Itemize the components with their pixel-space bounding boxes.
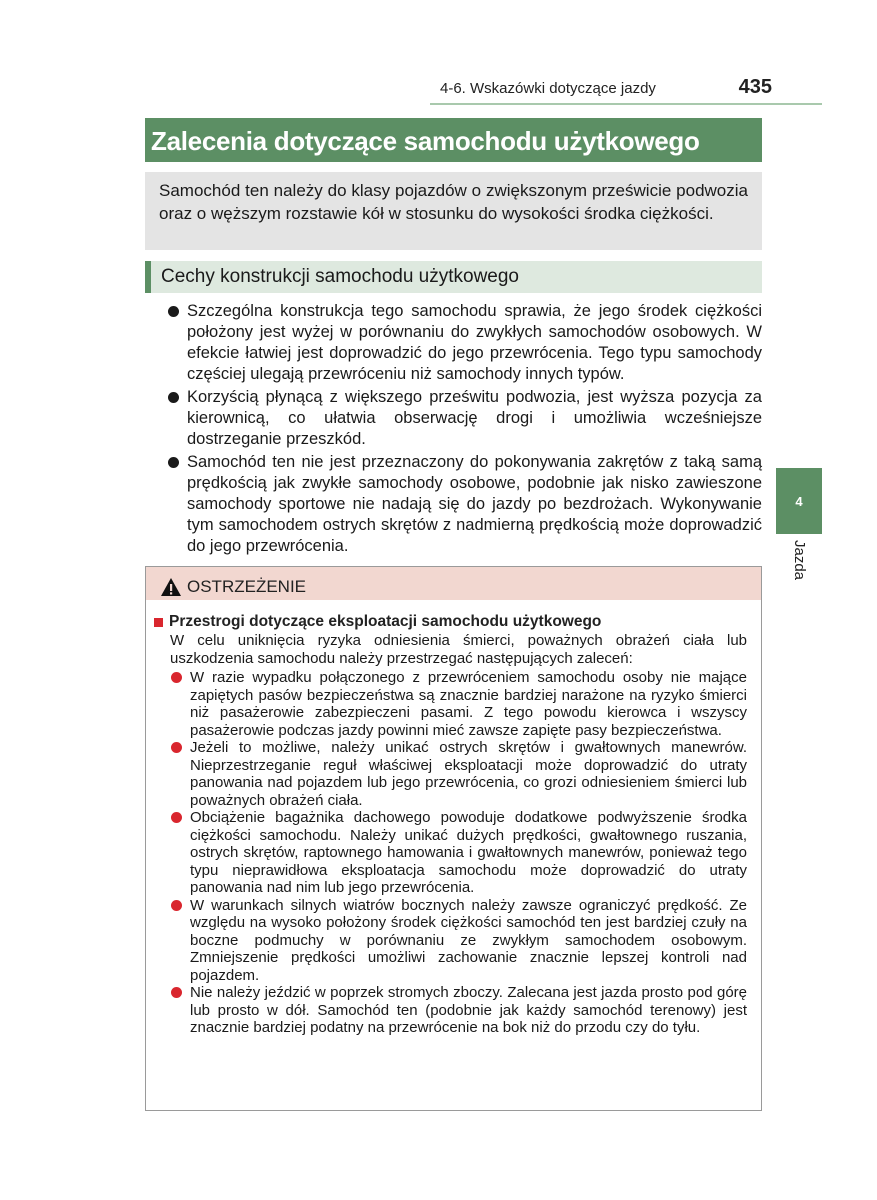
warning-item-text: Obciążenie bagażnika dachowego powoduje dodatkowe podwyższenie środka ciężkości samochodu. Należy unikać dużych prędkości, gwałtownego ruszania, ostrych skrętów, raptownego hamowania i gwałtownych manewrów, ponieważ tego typu nieprawidłowa eksploatacja samochodu może doprowadzić do utraty panowania nad nim lub jego przewrócenia. [190, 809, 747, 896]
warning-header [146, 567, 761, 600]
red-bullet-icon [171, 900, 182, 911]
bullet-dot [168, 392, 179, 403]
warning-item [154, 809, 747, 897]
warning-item [154, 669, 747, 739]
warning-triangle-icon [160, 577, 182, 597]
warning-item-text: W warunkach silnych wiatrów bocznych należy zawsze ograniczyć prędkość. Ze względu na wysoko położony środek ciężkości samochód ten jest bardziej czuły na boczne podmuchy w porównaniu ze zwykłym samochodem osobowym. Zmniejszenie prędkości umożliwi zachowanie znacznie lepszej kontroli nad pojazdem. [190, 896, 747, 984]
warning-title [154, 613, 747, 631]
feature-list [166, 301, 762, 559]
warning-item [154, 897, 747, 985]
warning-title-text: Przestrogi dotyczące eksploatacji samochodu użytkowego [169, 613, 602, 630]
chapter-tab-label: Jazda [791, 540, 808, 581]
red-bullet-icon [171, 987, 182, 998]
feature-text: Samochód ten nie jest przeznaczony do pokonywania zakrętów z taką samą prędkością jak zwykłe samochody osobowe, podobnie jak nisko zawieszone samochody sportowe nie nadają się do jazdy po bezdrożach. Wykonywanie tym samochodem ostrych skrętów z nadmierną prędkością może doprowadzić do jego przewrócenia. [187, 453, 762, 555]
warning-item-text: W razie wypadku połączonego z przewróceniem samochodu osoby nie mające zapiętych pasów bezpieczeństwa są znacznie bardziej narażone na ryzyko śmierci niż pasażerowie zabezpieczeni pasami. Z tego powodu kierowca i wszyscy pasażerowie podczas jazdy powinni mieć zawsze zapięte pasy bezpieczeństwa. [190, 669, 747, 739]
section-title: 4-6. Wskazówki dotyczące jazdy [440, 80, 656, 97]
feature-text: Korzyścią płynącą z większego prześwitu podwozia, jest wyższa pozycja za kierownicą, co ułatwia obserwację drogi i umożliwia wcześniejsze dostrzeganie przeszkód. [187, 388, 762, 448]
warning-item-text: Nie należy jeździć w poprzek stromych zboczy. Zalecana jest jazda prosto pod górę lub prosto w dół. Samochód ten (podobnie jak każdy samochód terenowy) jest znacznie bardziej podatny na przewrócenie na bok niż do przodu czy do tyłu. [190, 984, 747, 1036]
bullet-dot [168, 306, 179, 317]
header-divider [430, 103, 822, 105]
intro-box: Samochód ten należy do klasy pojazdów o zwiększonym prześwicie podwozia oraz o węższym rozstawie kół w stosunku do wysokości środka ciężkości. [145, 172, 762, 250]
warning-box [145, 566, 762, 1111]
warning-list [154, 669, 747, 1037]
warning-body [146, 600, 761, 1037]
feature-item [166, 452, 762, 557]
feature-item [166, 301, 762, 385]
feature-item [166, 387, 762, 450]
page-title: Zalecenia dotyczące samochodu użytkowego [145, 118, 762, 162]
running-header [440, 76, 772, 100]
page-number: 435 [738, 76, 772, 98]
warning-intro: W celu uniknięcia ryzyka odniesienia śmierci, poważnych obrażeń ciała lub uszkodzenia samochodu należy przestrzegać następujących zaleceń: [170, 632, 747, 667]
red-bullet-icon [171, 742, 182, 753]
bullet-dot [168, 457, 179, 468]
red-bullet-icon [171, 672, 182, 683]
subheading: Cechy konstrukcji samochodu użytkowego [145, 261, 762, 293]
red-bullet-icon [171, 812, 182, 823]
warning-item [154, 739, 747, 809]
warning-item-text: Jeżeli to możliwe, należy unikać ostrych skrętów i gwałtownych manewrów. Nieprzestrzeganie reguł właściwej eksploatacji może doprowadzić do utraty panowania nad pojazdem lub jego przewrócenia, co grozi odniesieniem śmierci lub poważnych obrażeń ciała. [190, 739, 747, 809]
feature-text: Szczególna konstrukcja tego samochodu sprawia, że jego środek ciężkości położony jest wyżej w porównaniu do zwykłych samochodów osobowych. W efekcie łatwiej jest doprowadzić do jego przewrócenia. Tego typu samochody częściej ulegają przewróceniu niż samochody innych typów. [187, 302, 762, 383]
warning-item [154, 984, 747, 1037]
warning-label: OSTRZEŻENIE [187, 577, 307, 596]
chapter-tab: 4 [776, 468, 822, 534]
red-square-icon [154, 618, 163, 627]
